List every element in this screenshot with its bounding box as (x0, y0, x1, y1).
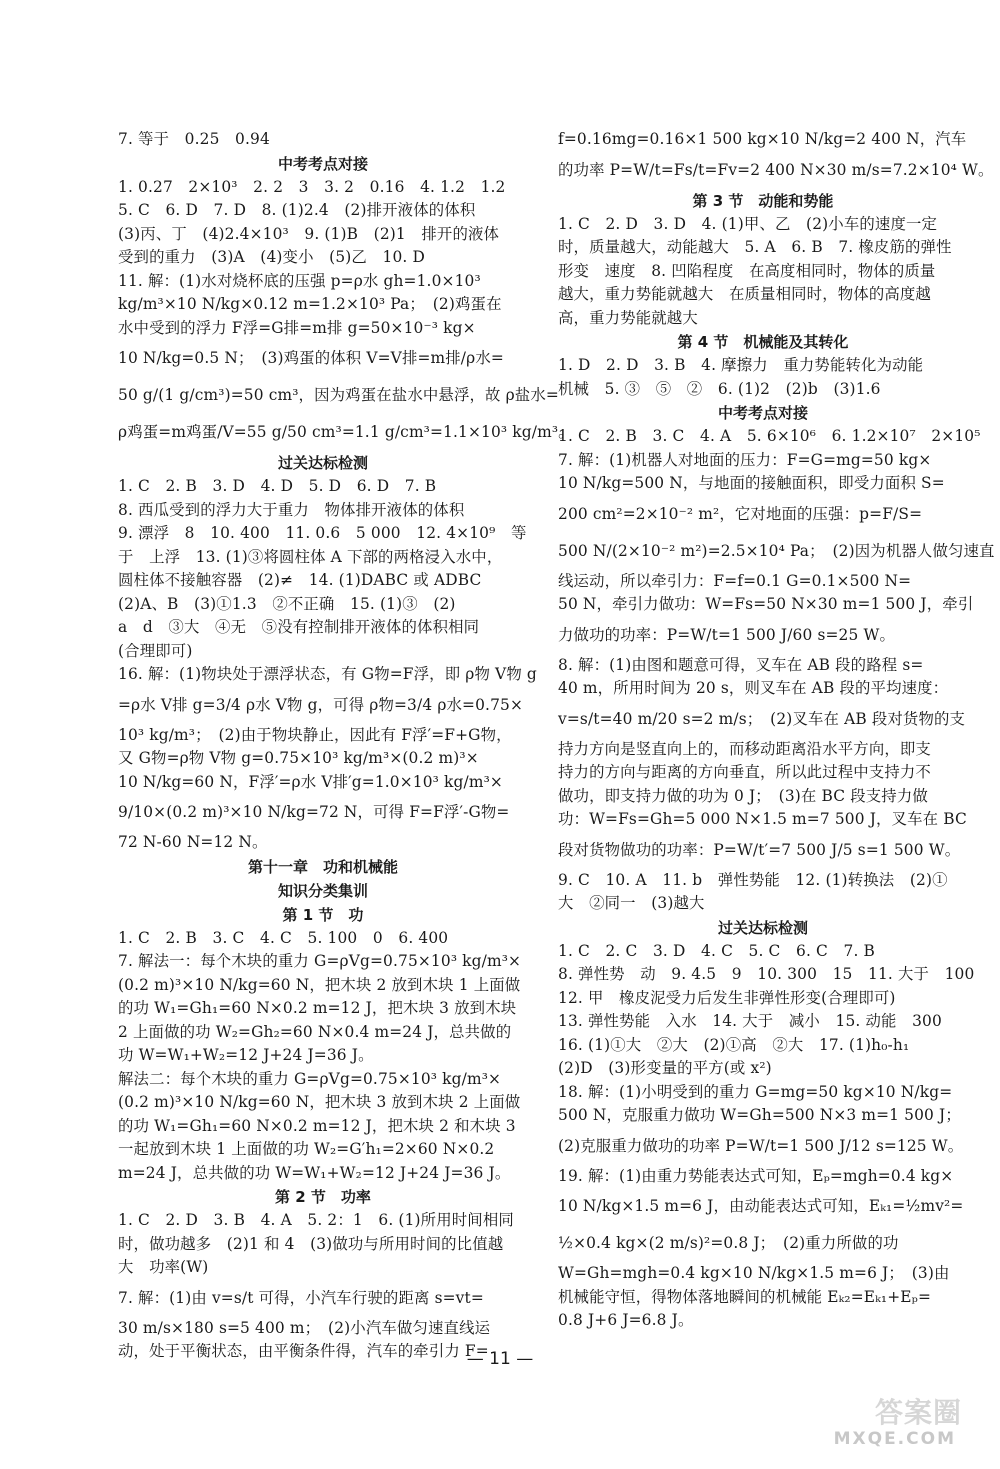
answer-line: 又 G物=ρ物 V物 g=0.75×10³ kg/m³×(0.2 m)³× (118, 749, 479, 767)
answer-line: 做功，即支持力做的功为 0 J； (3)在 BC 段支持力做 (558, 786, 928, 805)
answer-line: 10 N/kg=500 N，与地面的接触面积，即受力面积 S= (558, 474, 945, 492)
answer-line: (3)丙、丁 (4)2.4×10³ 9. (1)B (2)1 排开的液体 (118, 224, 500, 243)
answer-line: 40 m，所用时间为 20 s，则叉车在 AB 段的平均速度： (558, 679, 949, 697)
section-heading: 中考考点对接 (717, 404, 808, 422)
answer-line: (0.2 m)³×10 N/kg=60 N，把木块 2 放到木块 1 上面做 (118, 975, 521, 994)
answer-line: 50 g/(1 g/cm³)=50 cm³，因为鸡蛋在盐水中悬浮，故 ρ盐水= (118, 386, 559, 404)
answer-line: 1. C 2. B 3. C 4. C 5. 100 0 6. 400 (118, 928, 449, 947)
answer-line: 持力的方向与距离的方向垂直，所以此过程中支持力不 (558, 763, 931, 781)
section-heading: 知识分类集训 (277, 881, 368, 900)
answer-line: 的功率 P=W/t=Fs/t=Fv=2 400 N×30 m/s=7.2×10⁴ W。 (558, 160, 994, 179)
answer-line: 大 ②同一 (3)越大 (558, 894, 705, 912)
watermark-cn: 答案圈 (874, 1396, 962, 1429)
answer-line: ρ鸡蛋=m鸡蛋/V=55 g/50 cm³=1.1 g/cm³=1.1×10³ kg/m³。 (118, 423, 574, 441)
answer-line: 解法二：每个木块的重力 G=ρVg=0.75×10³ kg/m³× (118, 1069, 502, 1088)
answer-line: 1. C 2. D 3. D 4. (1)甲、乙 (2)小车的速度一定 (558, 214, 938, 233)
answer-line: 18. 解：(1)小明受到的重力 G=mg=50 kg×10 N/kg= (558, 1082, 953, 1101)
answer-line: 10³ kg/m³； (2)由于物块静止，因此有 F浮′=F+G物， (118, 725, 512, 744)
section-heading: 第 4 节 机械能及其转化 (677, 333, 849, 351)
answer-line: 机械能守恒，得物体落地瞬间的机械能 Eₖ₂=Eₖ₁+Eₚ= (558, 1287, 931, 1306)
answer-line: 大 功率(W) (118, 1258, 209, 1276)
answer-line: (2)A、B (3)①1.3 ②不正确 15. (1)③ (2) (118, 594, 456, 613)
answer-line: 1. D 2. D 3. B 4. 摩擦力 重力势能转化为动能 (558, 356, 924, 374)
answer-line: 500 N，克服重力做功 W=Gh=500 N×3 m=1 500 J； (558, 1106, 961, 1124)
answer-line: 200 cm²=2×10⁻² m²，它对地面的压强：p=F/S= (558, 504, 923, 523)
answer-line: 8. 西瓜受到的浮力大于重力 物体排开液体的体积 (118, 500, 465, 519)
answer-line: 于 上浮 13. (1)③将圆柱体 A 下部的两格浸入水中， (118, 547, 503, 566)
answer-line: 30 m/s×180 s=5 400 m； (2)小汽车做匀速直线运 (118, 1318, 491, 1337)
answer-line: 10 N/kg×1.5 m=6 J，由动能表达式可知，Eₖ₁=½mv²= (558, 1197, 964, 1215)
answer-line: 16. 解：(1)物块处于漂浮状态，有 G物=F浮，即 ρ物 V物 g (118, 665, 537, 683)
section-heading: 第 3 节 动能和势能 (692, 191, 834, 210)
answer-line: 13. 弹性势能 入水 14. 大于 减小 15. 动能 300 (558, 1012, 942, 1030)
answer-line: 1. C 2. B 3. D 4. D 5. D 6. D 7. B (118, 477, 437, 495)
left-column (118, 128, 574, 1364)
answer-line: 12. 甲 橡皮泥受力后发生非弹性形变(合理即可) (558, 988, 896, 1007)
section-heading: 第十一章 功和机械能 (247, 857, 398, 876)
answer-line: 的功 W₁=Gh₁=60 N×0.2 m=12 J，把木块 3 放到木块 (118, 999, 517, 1017)
answer-line: (2)D (3)形变量的平方(或 x²) (558, 1059, 772, 1077)
answer-line: 10 N/kg=0.5 N； (3)鸡蛋的体积 V=V排=m排/ρ水= (118, 349, 504, 367)
answer-line: 力做功的功率：P=W/t=1 500 J/60 s=25 W。 (558, 625, 895, 644)
answer-line: 动，处于平衡状态，由平衡条件得，汽车的牵引力 F= (118, 1342, 489, 1360)
answer-line: 水中受到的浮力 F浮=G排=m排 g=50×10⁻³ kg× (118, 318, 476, 337)
answer-line: 时，质量越大，动能越大 5. A 6. B 7. 橡皮筋的弹性 (558, 238, 952, 256)
answer-line: 10 N/kg=60 N，F浮′=ρ水 V排′g=1.0×10³ kg/m³× (118, 772, 503, 791)
answer-line: 1. C 2. D 3. B 4. A 5. 2：1 6. (1)所用时间相同 (118, 1211, 514, 1229)
answer-line: 5. C 6. D 7. D 8. (1)2.4 (2)排开液体的体积 (118, 201, 476, 219)
answer-line: 段对货物做功的功率：P=W/t′=7 500 J/5 s=1 500 W。 (558, 840, 961, 859)
answer-line: 9. C 10. A 11. b 弹性势能 12. (1)转换法 (2)① (558, 870, 948, 889)
watermark-logo (812, 1391, 962, 1449)
answer-line: 圆柱体不接触容器 (2)≠ 14. (1)DABC 或 ADBC (118, 571, 482, 589)
answer-line: ½×0.4 kg×(2 m/s)²=0.8 J； (2)重力所做的功 (558, 1234, 899, 1252)
answer-line: 机械 5. ③ ⑤ ② 6. (1)2 (2)b (3)1.6 (558, 379, 881, 398)
answer-line: 形变 速度 8. 凹陷程度 在高度相同时，物体的质量 (558, 261, 936, 280)
answer-line: 72 N-60 N=12 N。 (118, 833, 268, 851)
answer-line: m=24 J，总共做的功 W=W₁+W₂=12 J+24 J=36 J。 (118, 1163, 511, 1182)
answer-line: (0.2 m)³×10 N/kg=60 N，把木块 3 放到木块 2 上面做 (118, 1093, 521, 1111)
answer-line: 持力方向是竖直向上的，而移动距离沿水平方向，即支 (558, 739, 931, 758)
answer-line: a d ③大 ④无 ⑤没有控制排开液体的体积相同 (118, 618, 480, 636)
answer-line: 50 N，牵引力做功：W=Fs=50 N×30 m=1 500 J，牵引 (558, 595, 974, 613)
answer-line: 8. 解：(1)由图和题意可得，叉车在 AB 段的路程 s= (558, 655, 924, 674)
answer-line: 的功 W₁=Gh₁=60 N×0.2 m=12 J，把木块 2 和木块 3 (118, 1116, 516, 1135)
answer-line: 7. 解：(1)由 v=s/t 可得，小汽车行驶的距离 s=vt= (118, 1288, 484, 1307)
answer-line: 1. C 2. C 3. D 4. C 5. C 6. C 7. B (558, 941, 876, 960)
answer-line: f=0.16mg=0.16×1 500 kg×10 N/kg=2 400 N，汽车 (558, 130, 967, 148)
answer-line: 19. 解：(1)由重力势能表达式可知，Eₚ=mgh=0.4 kg× (558, 1166, 954, 1185)
answer-line: 线运动，所以牵引力：F=f=0.1 G=0.1×500 N= (558, 571, 912, 590)
answer-line: 受到的重力 (3)A (4)变小 (5)乙 10. D (118, 248, 425, 266)
page-number: — 11 — (466, 1349, 534, 1369)
section-heading: 过关达标检测 (717, 918, 808, 937)
answer-line: 2 上面做的功 W₂=Gh₂=60 N×0.4 m=24 J，总共做的 (118, 1022, 512, 1041)
answer-line: 功 W=W₁+W₂=12 J+24 J=36 J。 (118, 1046, 374, 1064)
answer-line: 高，重力势能就越大 (558, 308, 698, 327)
answer-line: 0.8 J+6 J=6.8 J。 (558, 1311, 694, 1329)
answer-line: 功：W=Fs=Gh=5 000 N×1.5 m=7 500 J，叉车在 BC (558, 810, 967, 828)
watermark-url: MXQE.COM (833, 1429, 956, 1449)
answer-line: 7. 解法一：每个木块的重力 G=ρVg=0.75×10³ kg/m³× (118, 952, 522, 970)
answer-line: 11. 解：(1)水对烧杯底的压强 p=ρ水 gh=1.0×10³ (118, 271, 481, 290)
answer-line: 越大，重力势能就越大 在质量相同时，物体的高度越 (558, 285, 931, 303)
section-heading: 中考考点对接 (277, 154, 368, 173)
answer-line: 9. 漂浮 8 10. 400 11. 0.6 5 000 12. 4×10⁹ 等 (118, 524, 527, 542)
answer-line: =ρ水 V排 g=3/4 ρ水 V物 g，可得 ρ物=3/4 ρ水=0.75× (118, 695, 524, 714)
answer-line: 9/10×(0.2 m)³×10 N/kg=72 N，可得 F=F浮′-G物= (118, 803, 510, 821)
answer-line: v=s/t=40 m/20 s=2 m/s； (2)叉车在 AB 段对货物的支 (558, 709, 966, 728)
answer-line: 1. 0.27 2×10³ 2. 2 3 3. 2 0.16 4. 1.2 1.2 (118, 177, 506, 196)
answer-line: 一起放到木块 1 上面做的功 W₂=G′h₁=2×60 N×0.2 (118, 1140, 495, 1158)
section-heading: 第 1 节 功 (282, 905, 364, 924)
section-heading: 第 2 节 功率 (275, 1188, 371, 1206)
answer-line: (2)克服重力做功的功率 P=W/t=1 500 J/12 s=125 W。 (558, 1136, 964, 1155)
answer-line: 时，做功越多 (2)1 和 4 (3)做功与所用时间的比值越 (118, 1234, 504, 1253)
answer-line: 7. 等于 0.25 0.94 (118, 130, 270, 148)
answer-line: (合理即可) (118, 641, 193, 660)
answer-line: W=Gh=mgh=0.4 kg×10 N/kg×1.5 m=6 J； (3)由 (558, 1264, 950, 1282)
answer-line: 16. (1)①大 ②大 (2)①高 ②大 17. (1)h₀-h₁ (558, 1035, 910, 1054)
answer-line: kg/m³×10 N/kg×0.12 m=1.2×10³ Pa； (2)鸡蛋在 (118, 295, 502, 313)
answer-line: 1. C 2. B 3. C 4. A 5. 6×10⁶ 6. 1.2×10⁷ 2×10⁵ (558, 427, 981, 445)
answer-line: 500 N/(2×10⁻² m²)=2.5×10⁴ Pa； (2)因为机器人做匀速直 (558, 541, 995, 560)
section-heading: 过关达标检测 (277, 454, 368, 472)
answer-line: 8. 弹性势 动 9. 4.5 9 10. 300 15 11. 大于 100 (558, 965, 975, 983)
answer-line: 7. 解：(1)机器人对地面的压力：F=G=mg=50 kg× (558, 450, 932, 469)
right-column (558, 128, 995, 1333)
